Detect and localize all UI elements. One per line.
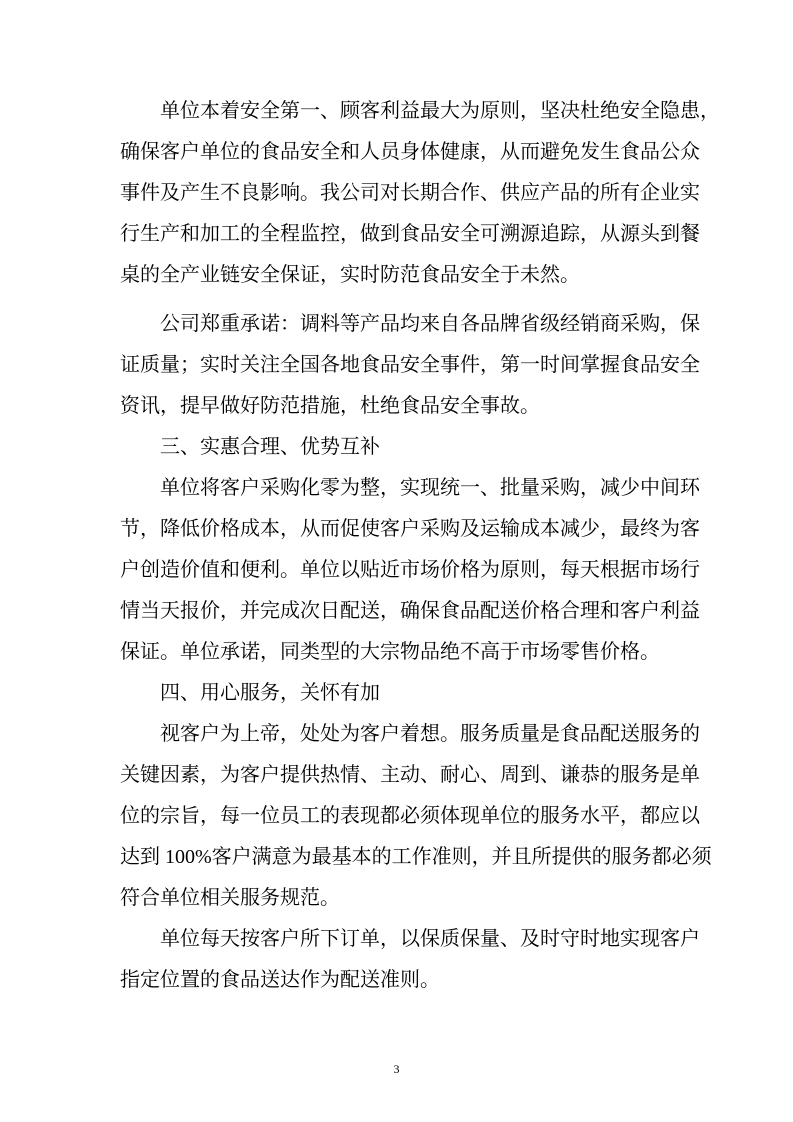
text-line: 事件及产生不良影响。我公司对长期合作、供应产品的所有企业实 <box>120 182 700 204</box>
paragraph <box>120 304 700 427</box>
text-line: 三、实惠合理、优势互补 <box>160 436 380 458</box>
text-line: 桌的全产业链安全保证，实时防范食品安全于未然。 <box>120 264 580 286</box>
text-line: 关键因素，为客户提供热情、主动、耐心、周到、谦恭的服务是单 <box>120 764 700 786</box>
text-line: 四、用心服务，关怀有加 <box>160 682 380 704</box>
text-line: 单位将客户采购化零为整，实现统一、批量采购，减少中间环 <box>160 477 700 499</box>
text-line: 户创造价值和便利。单位以贴近市场价格为原则，每天根据市场行 <box>120 559 700 581</box>
text-line: 节，降低价格成本，从而促使客户采购及运输成本减少，最终为客 <box>120 518 700 540</box>
text-line: 情当天报价，并完成次日配送，确保食品配送价格合理和客户利益 <box>120 600 700 622</box>
text-line: 保证。单位承诺，同类型的大宗物品绝不高于市场零售价格。 <box>120 641 660 663</box>
text-line: 单位每天按客户所下订单，以保质保量、及时守时地实现客户 <box>160 928 700 950</box>
document-body <box>120 91 720 1001</box>
text-line: 确保客户单位的食品安全和人员身体健康，从而避免发生食品公众 <box>120 141 700 163</box>
text-line: 行生产和加工的全程监控，做到食品安全可溯源追踪，从源头到餐 <box>120 223 700 245</box>
paragraph <box>120 468 700 673</box>
paragraph <box>120 673 688 714</box>
paragraph <box>120 427 688 468</box>
text-line: 达到 100%客户满意为最基本的工作准则，并且所提供的服务都必须 <box>120 846 712 868</box>
text-line: 公司郑重承诺：调料等产品均来自各品牌省级经销商采购，保 <box>160 313 700 335</box>
page-number: 3 <box>393 1062 400 1076</box>
paragraph <box>120 919 700 1001</box>
text-line: 资讯，提早做好防范措施，杜绝食品安全事故。 <box>120 395 540 417</box>
text-line: 视客户为上帝，处处为客户着想。服务质量是食品配送服务的 <box>160 723 700 745</box>
text-line: 位的宗旨，每一位员工的表现都必须体现单位的服务水平，都应以 <box>120 805 700 827</box>
text-line: 证质量；实时关注全国各地食品安全事件，第一时间掌握食品安全 <box>120 354 700 376</box>
text-line: 指定位置的食品送达作为配送准则。 <box>120 969 440 991</box>
paragraph <box>120 91 720 296</box>
text-line: 符合单位相关服务规范。 <box>120 887 340 909</box>
text-line: 单位本着安全第一、顾客利益最大为原则，坚决杜绝安全隐患， <box>160 100 720 122</box>
paragraph <box>120 714 712 919</box>
